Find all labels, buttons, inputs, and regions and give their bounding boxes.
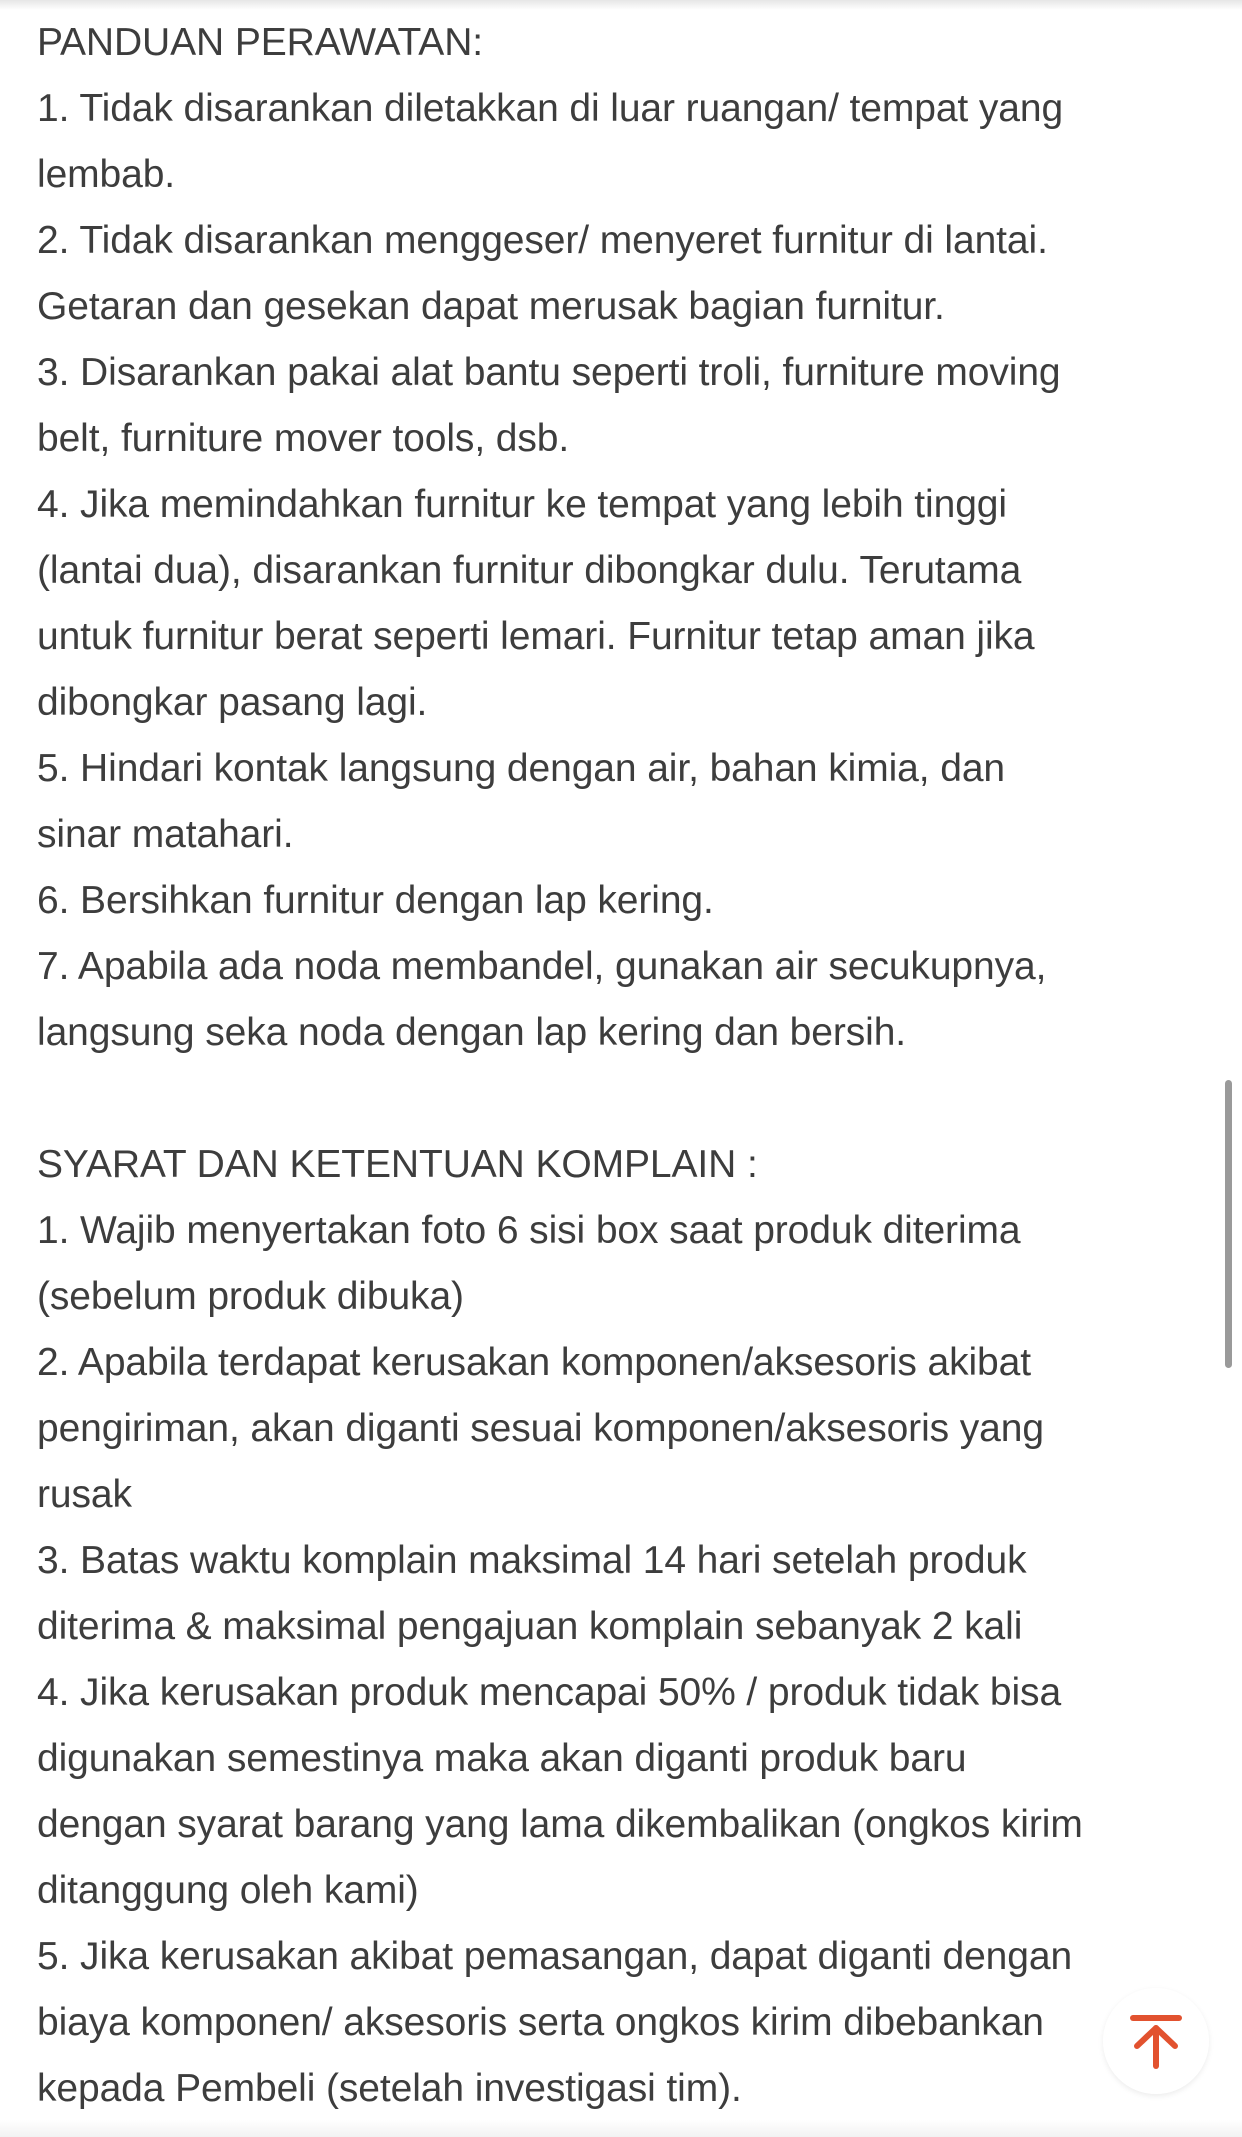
complaint-terms-heading: SYARAT DAN KETENTUAN KOMPLAIN : [37,1143,758,1186]
care-guide-heading: PANDUAN PERAWATAN: [37,21,484,64]
scroll-to-top-button[interactable] [1103,1988,1209,2094]
complaint-terms-line: dengan syarat barang yang lama dikembalikan (ongkos kirim [37,1803,1083,1846]
complaint-terms-line: 1. Wajib menyertakan foto 6 sisi box saat produk diterima [37,1209,1021,1252]
care-guide-line: sinar matahari. [37,813,294,856]
complaint-terms-line: ditanggung oleh kami) [37,1869,419,1912]
care-guide-line: 1. Tidak disarankan diletakkan di luar ruangan/ tempat yang [37,87,1064,130]
complaint-terms-line: biaya komponen/ aksesoris serta ongkos kirim dibebankan [37,2001,1044,2044]
care-guide-line: langsung seka noda dengan lap kering dan bersih. [37,1011,907,1054]
arrow-up-to-line-icon [1125,2010,1187,2072]
care-guide-line: (lantai dua), disarankan furnitur dibongkar dulu. Terutama [37,549,1022,592]
complaint-terms-line: kepada Pembeli (setelah investigasi tim). [37,2067,742,2110]
complaint-terms-line: rusak [37,1473,132,1516]
care-guide-line: lembab. [37,153,176,196]
complaint-terms-section [37,1132,1217,2122]
complaint-terms-line: 2. Apabila terdapat kerusakan komponen/aksesoris akibat [37,1341,1031,1384]
description-text [37,10,1217,2122]
complaint-terms-line: 5. Jika kerusakan akibat pemasangan, dapat diganti dengan [37,1935,1073,1978]
top-edge-shadow [0,0,1242,10]
care-guide-line: dibongkar pasang lagi. [37,681,428,724]
vertical-scrollbar[interactable] [1225,1080,1232,1368]
care-guide-line: 2. Tidak disarankan menggeser/ menyeret furnitur di lantai. [37,219,1048,262]
complaint-terms-line: 3. Batas waktu komplain maksimal 14 hari setelah produk [37,1539,1027,1582]
care-guide-section [37,10,1217,1066]
care-guide-line: untuk furnitur berat seperti lemari. Furnitur tetap aman jika [37,615,1035,658]
care-guide-line: 3. Disarankan pakai alat bantu seperti troli, furniture moving [37,351,1061,394]
complaint-terms-line: 4. Jika kerusakan produk mencapai 50% / produk tidak bisa [37,1671,1062,1714]
care-guide-line: 5. Hindari kontak langsung dengan air, bahan kimia, dan [37,747,1005,790]
complaint-terms-line: pengiriman, akan diganti sesuai komponen/aksesoris yang [37,1407,1044,1450]
care-guide-line: belt, furniture mover tools, dsb. [37,417,570,460]
care-guide-line: Getaran dan gesekan dapat merusak bagian furnitur. [37,285,945,328]
care-guide-line: 6. Bersihkan furnitur dengan lap kering. [37,879,714,922]
bottom-edge-fade [0,2120,1242,2137]
care-guide-line: 4. Jika memindahkan furnitur ke tempat yang lebih tinggi [37,483,1007,526]
section-spacer [37,1066,1217,1132]
care-guide-line: 7. Apabila ada noda membandel, gunakan air secukupnya, [37,945,1047,988]
complaint-terms-line: (sebelum produk dibuka) [37,1275,464,1318]
complaint-terms-line: diterima & maksimal pengajuan komplain sebanyak 2 kali [37,1605,1023,1648]
complaint-terms-line: digunakan semestinya maka akan diganti produk baru [37,1737,967,1780]
